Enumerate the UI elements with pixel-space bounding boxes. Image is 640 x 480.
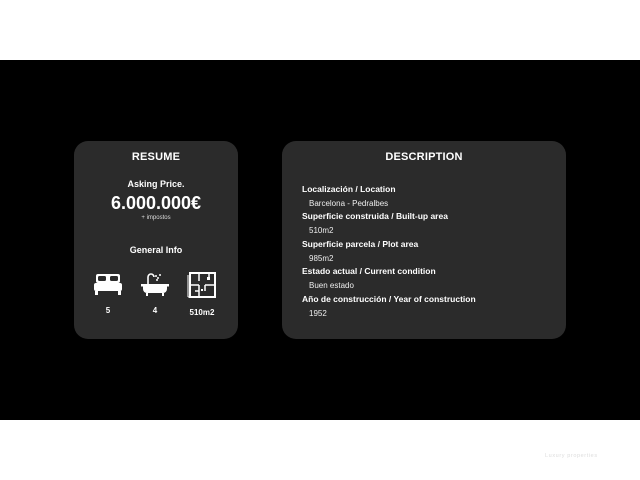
- feature-bedrooms: [88, 271, 128, 315]
- logo-brand-text: Signature: [545, 441, 594, 453]
- detail-value: Barcelona - Pedralbes: [309, 199, 389, 208]
- bed-icon: [93, 271, 123, 297]
- slide: [0, 60, 640, 459]
- detail-value: 1952: [309, 309, 327, 318]
- detail-item: [302, 239, 418, 263]
- bedrooms-count: 5: [105, 306, 111, 315]
- detail-label: Superficie parcela / Plot area: [302, 239, 419, 249]
- detail-item: [302, 211, 448, 235]
- asking-price-value: 6.000.000€: [110, 193, 202, 213]
- signature-logo: [545, 441, 615, 459]
- description-card: [282, 141, 566, 339]
- general-info-heading: General Info: [129, 245, 183, 255]
- detail-value: 510m2: [309, 226, 334, 235]
- taxes-note: + impostos: [141, 215, 171, 221]
- floor-plan-icon: [187, 271, 217, 299]
- resume-title: RESUME: [131, 151, 181, 163]
- detail-value: 985m2: [309, 254, 334, 263]
- bathtub-icon: [140, 271, 170, 297]
- registered-mark: ®: [593, 441, 598, 447]
- bathrooms-count: 4: [152, 306, 158, 315]
- logo-brand: [545, 441, 615, 453]
- area-value: 510m2: [189, 308, 215, 317]
- detail-label: Estado actual / Current condition: [302, 266, 436, 276]
- detail-item: [302, 184, 396, 208]
- detail-label: Año de construcción / Year of construction: [302, 294, 476, 304]
- description-title: DESCRIPTION: [385, 151, 463, 163]
- feature-area: [182, 271, 222, 317]
- asking-price-label: Asking Price.: [127, 179, 185, 189]
- feature-bathrooms: [135, 271, 175, 315]
- detail-value: Buen estado: [309, 281, 354, 290]
- detail-label: Superficie construida / Built-up area: [302, 211, 448, 221]
- resume-card: [74, 141, 238, 339]
- detail-item: [302, 266, 436, 290]
- detail-label: Localización / Location: [302, 184, 396, 194]
- logo-tagline: Luxury properties: [545, 453, 598, 459]
- detail-item: [302, 294, 476, 318]
